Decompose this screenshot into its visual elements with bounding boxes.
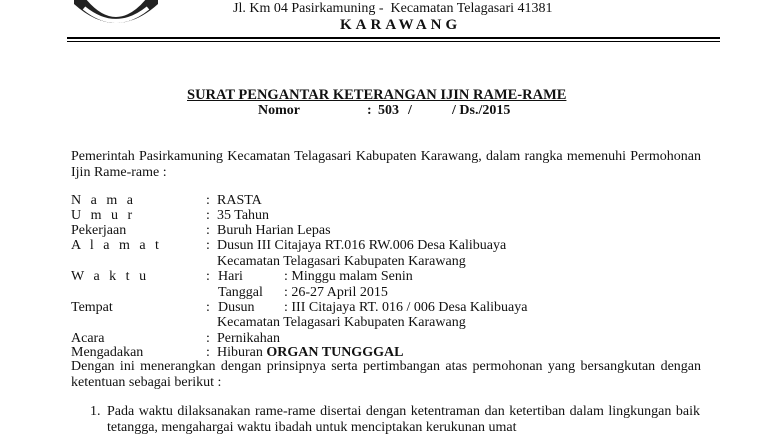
- acara-label: Acara: [71, 331, 105, 346]
- mengadakan-label: Mengadakan: [71, 345, 144, 360]
- nama-label: N a m a: [71, 193, 136, 208]
- hari-value: : Minggu malam Senin: [284, 269, 413, 284]
- tanggal-label: Tanggal: [218, 285, 263, 300]
- umur-label: U m u r: [71, 208, 136, 223]
- umur-value: 35 Tahun: [217, 208, 270, 223]
- letterhead-city: KARAWANG: [340, 17, 462, 33]
- hari-label: Hari: [218, 269, 243, 284]
- document-title: SURAT PENGANTAR KETERANGAN IJIN RAME-RAME: [187, 87, 567, 103]
- mengadakan-colon: :: [206, 345, 210, 360]
- nomor-number: 503: [378, 103, 399, 118]
- intro-paragraph: Pemerintah Pasirkamuning Kecamatan Telagasari Kabupaten Karawang, dalam rangka memenuhi Permohonan Ijin Rame-rame :: [71, 149, 701, 180]
- dusun-label: Dusun: [218, 300, 255, 315]
- acara-value: Pernikahan: [217, 331, 280, 346]
- nama-value: RASTA: [217, 193, 262, 208]
- village-emblem-logo: [70, 0, 162, 34]
- mengadakan-value-plain: Hiburan: [217, 345, 267, 360]
- alamat-colon: :: [206, 238, 210, 253]
- acara-colon: :: [206, 331, 210, 346]
- nomor-separator: /: [408, 103, 412, 118]
- umur-colon: :: [206, 208, 210, 223]
- alamat-value-line1: Dusun III Citajaya RT.016 RW.006 Desa Kalibuaya: [217, 238, 507, 253]
- pekerjaan-label: Pekerjaan: [71, 223, 127, 238]
- nama-colon: :: [206, 193, 210, 208]
- emblem-ribbon-text: PANGKAL PERJUANGAN: [87, 20, 145, 26]
- mengadakan-value-bold: ORGAN TUNGGGAL: [266, 345, 404, 360]
- list-item-text: Pada waktu dilaksanakan rame-rame disertai dengan ketentraman dan ketertiban dalam lingkungan baik tetangga, mengahargai waktu ibadah untuk menciptakan kerukunan umat: [107, 404, 700, 435]
- list-item-number: 1.: [90, 404, 101, 419]
- alamat-value-line2: Kecamatan Telagasari Kabupaten Karawang: [217, 254, 466, 269]
- letterhead-divider-thick: [67, 37, 720, 39]
- letterhead-divider-thin: [67, 41, 720, 42]
- closing-paragraph: Dengan ini menerangkan dengan prinsipnya serta pertimbangan atas permohonan yang bersangkutan dengan ketentuan sebagai berikut :: [71, 359, 701, 390]
- pekerjaan-value: Buruh Harian Lepas: [217, 223, 331, 238]
- tempat-colon: :: [206, 300, 210, 315]
- nomor-colon: :: [367, 103, 372, 118]
- tempat-value-line2: Kecamatan Telagasari Kabupaten Karawang: [217, 315, 466, 330]
- waktu-label: W a k t u: [71, 269, 150, 284]
- nomor-label: Nomor: [258, 103, 300, 118]
- letterhead-address: Jl. Km 04 Pasirkamuning - Kecamatan Telagasari 41381: [233, 1, 553, 16]
- tempat-label: Tempat: [71, 300, 113, 315]
- waktu-colon: :: [206, 269, 210, 284]
- pekerjaan-colon: :: [206, 223, 210, 238]
- dusun-value: : III Citajaya RT. 016 / 006 Desa Kalibuaya: [284, 300, 528, 315]
- tanggal-value: : 26-27 April 2015: [284, 285, 388, 300]
- nomor-suffix: / Ds./2015: [452, 103, 511, 118]
- alamat-label: A l a m a t: [71, 238, 162, 253]
